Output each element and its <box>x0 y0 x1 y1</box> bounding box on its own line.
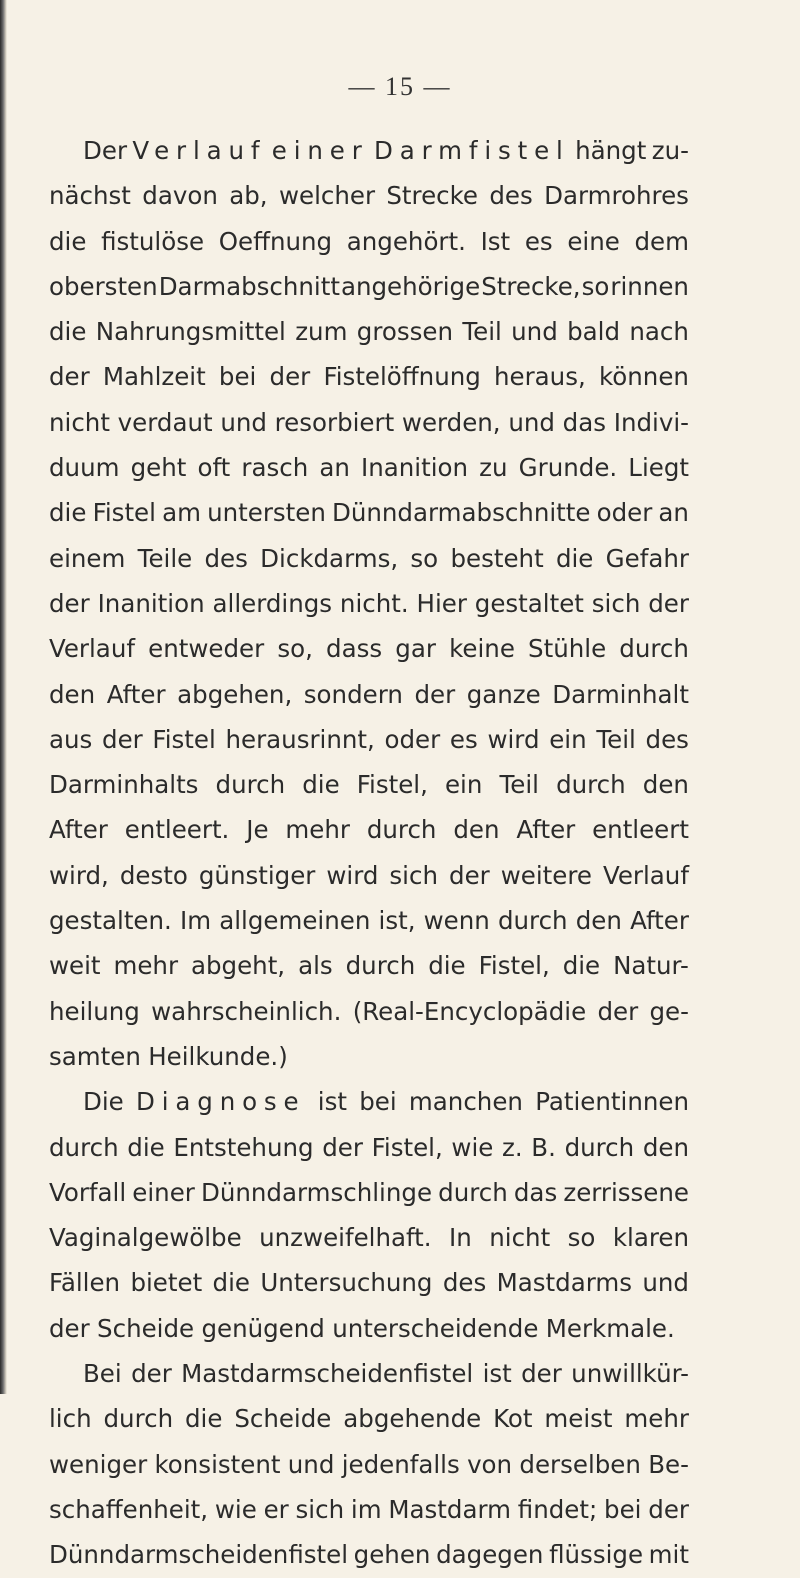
word: Ist <box>480 226 511 256</box>
word: After <box>516 815 576 845</box>
word: nächst <box>49 181 131 211</box>
word: rinnen <box>610 271 689 301</box>
word: durch <box>49 1132 119 1162</box>
text-line <box>49 1396 689 1441</box>
word: flüssige <box>549 1540 644 1570</box>
word: so <box>410 543 439 573</box>
word: nach <box>629 317 689 347</box>
word: Teil <box>499 770 539 800</box>
word: der <box>414 679 456 709</box>
word: Die <box>83 1087 124 1117</box>
word: mehr <box>624 1404 689 1434</box>
word: zu- <box>651 136 689 165</box>
word: Kot <box>493 1404 533 1434</box>
word: bei <box>604 1494 642 1524</box>
word: einer <box>132 1177 195 1207</box>
word: wird <box>326 860 379 890</box>
body-text <box>49 128 689 1578</box>
word: der <box>131 1359 172 1389</box>
word: die <box>302 770 340 800</box>
word: der <box>269 362 311 392</box>
word: des <box>442 1268 487 1298</box>
word: der <box>521 1359 562 1389</box>
word: meist <box>544 1404 613 1434</box>
text-line <box>49 1034 689 1079</box>
word: weit <box>49 951 101 981</box>
word: durch <box>438 1177 508 1207</box>
word: Darminhalt <box>552 679 689 709</box>
word: B. <box>531 1132 556 1162</box>
word: die <box>49 498 87 528</box>
word: obersten <box>49 271 158 301</box>
word: den <box>453 815 500 845</box>
word: konsistent <box>154 1449 281 1479</box>
word: Fistel <box>92 498 156 528</box>
word: resorbiert <box>274 407 395 437</box>
word: durch <box>345 951 416 981</box>
word: die <box>212 1268 250 1298</box>
word: oder <box>384 724 441 754</box>
text-line <box>49 943 689 988</box>
word: mehr <box>285 815 350 845</box>
word: Bei <box>83 1359 122 1389</box>
word: der <box>102 724 143 754</box>
word: gestalten. <box>49 906 172 936</box>
word: Stühle <box>528 634 607 664</box>
word: derselben <box>519 1449 641 1479</box>
word: ein <box>549 724 587 754</box>
word: es <box>524 226 553 256</box>
word: (Real-Encyclopädie <box>352 996 587 1026</box>
word: ab, <box>229 181 268 211</box>
word: des <box>204 543 248 573</box>
text-line <box>49 1260 689 1305</box>
word: Gefahr <box>605 543 689 573</box>
word: findet; <box>517 1494 598 1524</box>
text-line <box>49 898 689 943</box>
word: so, <box>277 634 313 664</box>
word: und <box>220 407 267 437</box>
text-line <box>49 1125 689 1170</box>
word: der <box>597 996 639 1026</box>
word: im <box>350 1494 382 1524</box>
text-line <box>49 309 689 354</box>
word: Darmrohres <box>544 181 689 211</box>
text-line <box>49 626 689 671</box>
word: Verlauf <box>49 634 135 664</box>
word: wie <box>451 1132 494 1162</box>
word: unzweifelhaft. <box>259 1223 432 1253</box>
word: durch <box>215 770 286 800</box>
word: die <box>562 951 601 981</box>
word: aus <box>49 724 93 754</box>
word: ist, <box>378 906 416 936</box>
word: besteht <box>450 543 544 573</box>
word: so <box>567 1223 596 1253</box>
word: bei <box>218 362 257 392</box>
word: weitere <box>500 860 592 890</box>
word: eine <box>567 226 620 256</box>
word: samten <box>49 1041 141 1071</box>
word: Teil <box>596 724 636 754</box>
word: Liegt <box>628 453 689 483</box>
text-line <box>49 762 689 807</box>
word: heilung <box>49 996 140 1026</box>
word: Mahlzeit <box>102 362 206 392</box>
word: des <box>489 181 533 211</box>
word: jedenfalls <box>341 1449 460 1479</box>
text-line <box>49 1442 689 1487</box>
word: die <box>49 317 87 347</box>
word: Strecke <box>386 181 478 211</box>
word: durch <box>366 815 437 845</box>
word: lich <box>49 1404 92 1434</box>
word: Untersuchung <box>260 1268 433 1298</box>
word: sich <box>591 588 641 618</box>
word: angehörige <box>340 271 481 301</box>
text-line <box>49 400 689 445</box>
word: wenn <box>423 906 490 936</box>
word: den <box>49 679 96 709</box>
word: angehört. <box>346 226 466 256</box>
word: keine <box>449 634 515 664</box>
page-binding-edge <box>0 0 7 1394</box>
word: ist <box>482 1359 512 1389</box>
word: Dickdarms, <box>260 543 399 573</box>
text-line <box>49 173 689 218</box>
word: abgehende <box>343 1404 482 1434</box>
word: unterscheidende <box>332 1313 539 1343</box>
word: Fällen <box>49 1268 121 1298</box>
text-line <box>49 853 689 898</box>
word: Hier <box>416 588 467 618</box>
word: ein <box>444 770 483 800</box>
text-line <box>49 581 689 626</box>
word: können <box>598 362 689 392</box>
word: allgemeinen <box>219 906 371 936</box>
word: Inanition <box>361 453 469 483</box>
text-line <box>49 989 689 1034</box>
word: oft <box>197 453 231 483</box>
word: Vaginalgewölbe <box>49 1223 242 1253</box>
word: an <box>658 498 689 528</box>
word: und <box>511 317 558 347</box>
text-line <box>49 807 689 852</box>
word: abgehen, <box>177 679 293 709</box>
word: Patientinnen <box>535 1087 689 1117</box>
word: Darmfistel <box>374 136 570 165</box>
word: Fistelöffnung <box>323 362 481 392</box>
word: Oeffnung <box>218 226 333 256</box>
word: der <box>49 588 90 618</box>
word: Fistel, <box>356 770 428 800</box>
word: des <box>645 724 689 754</box>
word: abgeht, <box>190 951 286 981</box>
word: oder <box>596 498 653 528</box>
word: ge- <box>649 996 689 1026</box>
word: Fistel, <box>371 1132 443 1162</box>
word: bald <box>567 317 621 347</box>
word: der <box>648 588 689 618</box>
word: an <box>319 453 350 483</box>
word: welcher <box>278 181 376 211</box>
word: wird <box>487 724 540 754</box>
word: einer <box>271 136 369 165</box>
word: Darminhalts <box>49 770 199 800</box>
word: Verlauf <box>602 860 689 890</box>
text-line <box>49 1306 689 1351</box>
word: Dünndarmschlinge <box>200 1177 433 1207</box>
word: bietet <box>130 1268 203 1298</box>
word: entleert <box>592 815 689 845</box>
word: nicht. <box>339 588 409 618</box>
word: Fistel <box>152 724 216 754</box>
word: den <box>642 770 689 800</box>
word: durch <box>564 1132 635 1162</box>
word: als <box>298 951 333 981</box>
word: dass <box>326 634 383 664</box>
word: Inanition <box>97 588 205 618</box>
text-line <box>49 1215 689 1260</box>
word: das <box>513 1177 558 1207</box>
word: grossen <box>356 317 453 347</box>
word: Merkmale. <box>545 1313 675 1343</box>
word: das <box>562 407 606 437</box>
word: durch <box>497 906 568 936</box>
word: durch <box>556 770 626 800</box>
word: zum <box>295 317 348 347</box>
word: hängt <box>575 136 647 165</box>
word: gehen <box>353 1540 431 1570</box>
word: Verlauf <box>132 136 267 165</box>
word: verdaut <box>117 407 213 437</box>
word: zerrissene <box>563 1177 689 1207</box>
word: Mastdarmscheidenfistel <box>181 1359 474 1389</box>
word: sondern <box>303 679 403 709</box>
word: Diagnose <box>136 1087 306 1117</box>
word: die <box>428 951 466 981</box>
word: unwillkür- <box>571 1359 689 1389</box>
text-line <box>49 354 689 399</box>
word: weniger <box>49 1449 148 1479</box>
word: den <box>575 906 622 936</box>
word: Scheide <box>97 1313 195 1343</box>
word: Teile <box>137 543 193 573</box>
word: Darmabschnitt <box>158 271 340 301</box>
word: klaren <box>612 1223 689 1253</box>
word: die <box>555 543 594 573</box>
word: sich <box>295 1494 345 1524</box>
word: günstiger <box>198 860 316 890</box>
word: schaffenheit, <box>49 1494 209 1524</box>
word: davon <box>142 181 218 211</box>
word: bei <box>359 1087 397 1117</box>
word: After <box>49 815 108 845</box>
word: untersten <box>207 498 326 528</box>
text-line <box>49 264 689 309</box>
word: heraus, <box>494 362 586 392</box>
word: einem <box>49 543 126 573</box>
word: die <box>185 1404 223 1434</box>
word: gar <box>395 634 436 664</box>
word: der <box>49 362 90 392</box>
word: Im <box>179 906 212 936</box>
word: rasch <box>241 453 309 483</box>
word: dem <box>634 226 689 256</box>
text-line <box>49 490 689 535</box>
word: den <box>642 1132 689 1162</box>
word: der <box>449 860 490 890</box>
text-line <box>49 672 689 717</box>
word: desto <box>119 860 188 890</box>
word: Vorfall <box>49 1177 127 1207</box>
word: Je <box>246 815 269 845</box>
word: Be- <box>648 1449 689 1479</box>
word: Nahrungsmittel <box>95 317 286 347</box>
text-line <box>49 128 689 173</box>
word: genügend <box>201 1313 325 1343</box>
word: dagegen <box>436 1540 544 1570</box>
word: und <box>287 1449 335 1479</box>
word: entweder <box>148 634 265 664</box>
word: In <box>449 1223 472 1253</box>
text-line <box>49 1170 689 1215</box>
word: geht <box>130 453 187 483</box>
word: manchen <box>408 1087 523 1117</box>
word: Scheide <box>234 1404 332 1434</box>
word: zu <box>479 453 508 483</box>
word: durch <box>103 1404 174 1434</box>
word: duum <box>49 453 120 483</box>
word: so <box>581 271 610 301</box>
word: After <box>106 679 166 709</box>
word: von <box>467 1449 513 1479</box>
word: der <box>322 1132 363 1162</box>
word: entleert. <box>124 815 230 845</box>
word: der <box>49 1313 90 1343</box>
text-line <box>49 1351 689 1396</box>
text-line <box>49 445 689 490</box>
word: werden, <box>401 407 501 437</box>
word: Entstehung <box>173 1132 314 1162</box>
word: die <box>49 226 87 256</box>
word: Mastdarm <box>388 1494 511 1524</box>
word: Natur- <box>613 951 689 981</box>
word: herausrinnt, <box>225 724 375 754</box>
word: die <box>127 1132 165 1162</box>
word: Fistel, <box>478 951 550 981</box>
word: er <box>263 1494 289 1524</box>
word: Indivi- <box>613 407 689 437</box>
text-line <box>49 1079 689 1124</box>
text-line <box>49 219 689 264</box>
word: gestaltet <box>474 588 584 618</box>
word: Der <box>83 136 128 165</box>
word: Grunde. <box>518 453 618 483</box>
text-line <box>49 717 689 762</box>
word: z. <box>501 1132 523 1162</box>
word: sich <box>389 860 438 890</box>
text-line <box>49 1487 689 1532</box>
text-line <box>49 1532 689 1577</box>
page-number: — 15 — <box>348 72 452 101</box>
word: Heilkunde.) <box>148 1041 288 1071</box>
word: Teil <box>462 317 502 347</box>
word: Strecke, <box>481 271 581 301</box>
word: mehr <box>113 951 179 981</box>
word: allerdings <box>212 588 333 618</box>
word: wie <box>214 1494 257 1524</box>
word: ganze <box>466 679 541 709</box>
word: Dünndarmabschnitte <box>331 498 591 528</box>
word: wird, <box>49 860 109 890</box>
word: und <box>642 1268 689 1298</box>
word: durch <box>619 634 689 664</box>
word: der <box>648 1494 689 1524</box>
word: Dünndarmscheidenfistel <box>49 1540 349 1570</box>
word: mit <box>648 1540 689 1570</box>
word: wahrscheinlich. <box>151 996 342 1026</box>
text-line <box>49 536 689 581</box>
word: nicht <box>49 407 110 437</box>
word: am <box>162 498 201 528</box>
word: nicht <box>489 1223 551 1253</box>
word: und <box>508 407 555 437</box>
word: Mastdarms <box>496 1268 632 1298</box>
word: es <box>449 724 478 754</box>
word: fistulöse <box>101 226 205 256</box>
word: After <box>630 906 689 936</box>
word: ist <box>317 1087 347 1117</box>
